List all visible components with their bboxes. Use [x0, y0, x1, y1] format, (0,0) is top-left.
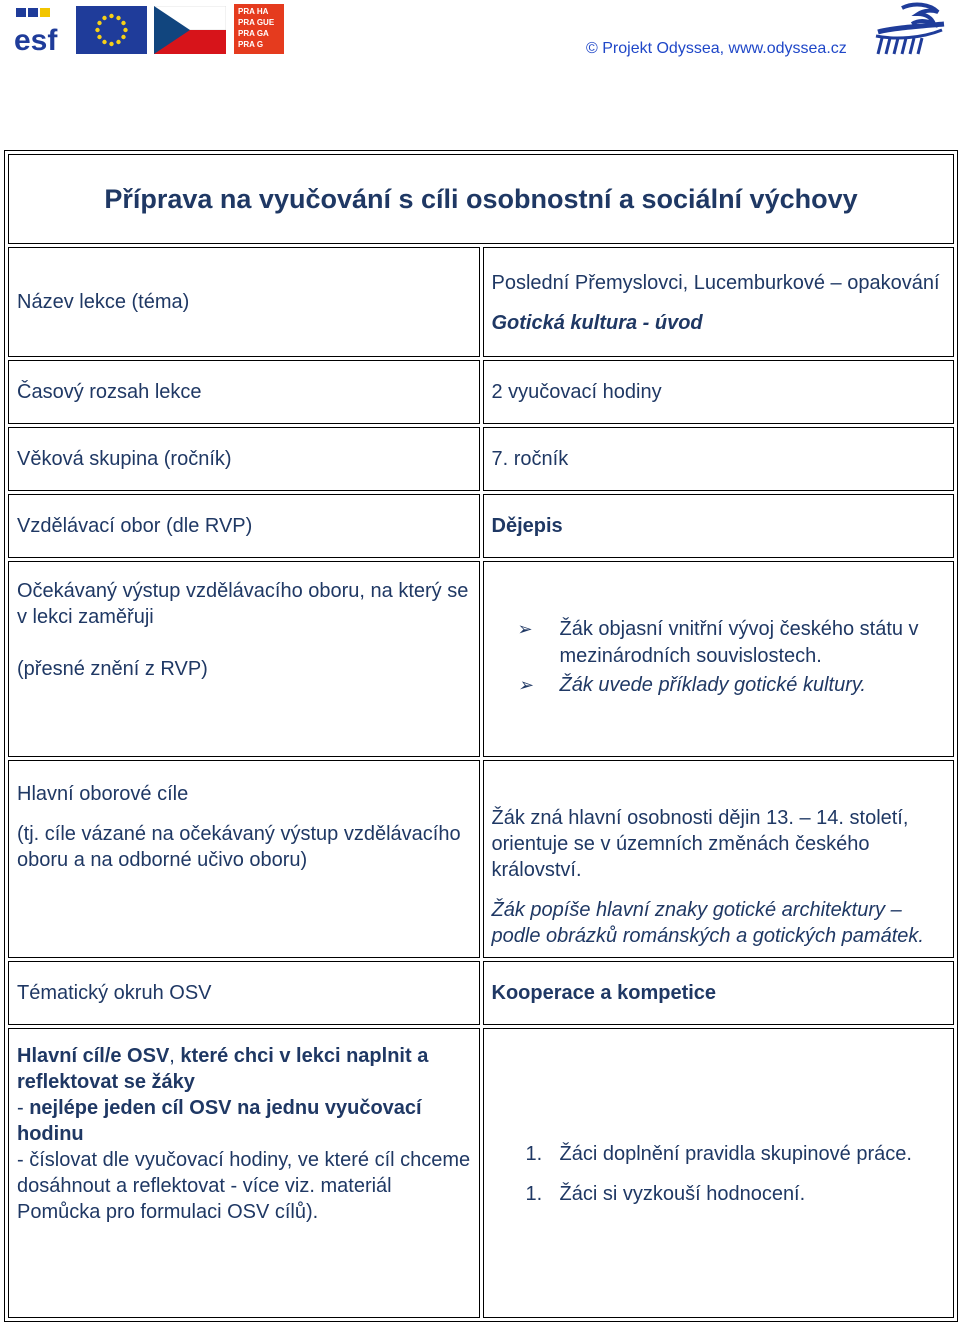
list-item-text: Žák objasní vnitřní vývoj českého státu v mezinárodních souvislostech. — [559, 618, 919, 667]
list-item-text: Žáci si vyzkouší hodnocení. — [559, 1183, 806, 1205]
eu-stars-icon — [76, 6, 147, 54]
lesson-name-line1: Poslední Přemyslovci, Lucemburkové – opakování — [491, 272, 940, 294]
esf-logo — [12, 6, 70, 54]
page-header — [0, 0, 960, 70]
table-row — [8, 1028, 954, 1318]
main-goals-title: Hlavní oborové cíle — [17, 783, 189, 805]
copyright-text: © Projekt Odyssea, www.odyssea.cz — [586, 40, 847, 57]
osv-topic-value: Kooperace a kompetice — [483, 961, 955, 1025]
czech-flag-logo — [154, 6, 226, 54]
table-row — [8, 427, 954, 491]
expected-output-list — [492, 616, 946, 699]
expected-output-title: Očekávaný výstup vzdělávacího oboru, na který se v lekci zaměřuji — [17, 580, 469, 628]
osv-goal-label-part: , — [169, 1045, 175, 1067]
time-span-value: 2 vyučovací hodiny — [483, 360, 955, 424]
age-group-label: Věková skupina (ročník) — [8, 427, 480, 491]
field-label: Vzdělávací obor (dle RVP) — [8, 494, 480, 558]
lesson-plan-table — [4, 150, 958, 1322]
osv-topic-label: Tématický okruh OSV — [8, 961, 480, 1025]
osv-goal-label — [8, 1028, 480, 1318]
title-row — [8, 154, 954, 244]
arrow-bullet-icon: ➢ — [517, 675, 533, 695]
list-item — [526, 1181, 946, 1207]
table-row — [8, 561, 954, 757]
field-value: Dějepis — [483, 494, 955, 558]
expected-output-value — [483, 561, 955, 757]
list-item-number: 1. — [525, 1183, 543, 1205]
osv-goal-label-part: - číslovat dle vyučovací hodiny, ve které cíl chceme dosáhnout a reflektovat - více viz. materiál Pomůcka pro formulaci OSV cílů). — [17, 1149, 471, 1223]
main-goals-note: (tj. cíle vázané na očekávaný výstup vzdělávacího oboru a na odborné učivo oboru) — [17, 823, 461, 871]
lesson-name-line2: Gotická kultura - úvod — [491, 312, 703, 334]
list-item — [518, 672, 946, 699]
osv-goal-label-part: Hlavní cíl/e OSV — [17, 1045, 170, 1067]
praha-logo — [234, 4, 284, 54]
expected-output-label — [8, 561, 480, 757]
expected-output-note: (přesné znění z RVP) — [17, 658, 208, 680]
list-item-number: 1. — [525, 1143, 543, 1165]
praha-line: PRA HA — [238, 7, 269, 16]
praha-line: PRA GUE — [238, 18, 275, 27]
praha-line: PRA GA — [238, 29, 269, 38]
osv-goal-value — [483, 1028, 955, 1318]
age-group-value: 7. ročník — [483, 427, 955, 491]
list-item-text: Žáci doplnění pravidla skupinové práce. — [559, 1143, 912, 1165]
time-span-label: Časový rozsah lekce — [8, 360, 480, 424]
table-row — [8, 247, 954, 357]
main-goals-para1: Žák zná hlavní osobnosti dějin 13. – 14. století, orientuje se v územních změnách českého království. — [491, 807, 909, 881]
esf-logo-text: esf — [14, 24, 58, 54]
main-goals-para2: Žák popíše hlavní znaky gotické architektury – podle obrázků románských a gotických památek. — [491, 899, 924, 947]
lesson-name-label: Název lekce (téma) — [8, 247, 480, 357]
odyssea-ship-logo — [872, 2, 948, 58]
osv-goal-label-part: nejlépe jeden cíl OSV na jednu vyučovací hodinu — [17, 1097, 422, 1145]
arrow-bullet-icon: ➢ — [517, 619, 533, 639]
osv-goal-label-part: - — [17, 1097, 30, 1119]
main-goals-value — [483, 760, 955, 958]
praha-line: PRA G — [238, 40, 264, 49]
table-row — [8, 360, 954, 424]
list-item-text: Žák uvede příklady gotické kultury. — [559, 674, 866, 696]
list-item — [518, 616, 946, 670]
table-row — [8, 760, 954, 958]
osv-goal-list — [492, 1141, 946, 1207]
table-row — [8, 494, 954, 558]
main-goals-label — [8, 760, 480, 958]
eu-flag-logo — [76, 6, 147, 54]
table-row — [8, 961, 954, 1025]
lesson-name-value — [483, 247, 955, 357]
list-item — [526, 1141, 946, 1167]
osv-goal-label-part: které chci v lekci naplnit a reflektovat se žáky — [17, 1045, 429, 1093]
document-title: Příprava na vyučování s cíli osobnostní a sociální výchovy — [8, 154, 954, 244]
